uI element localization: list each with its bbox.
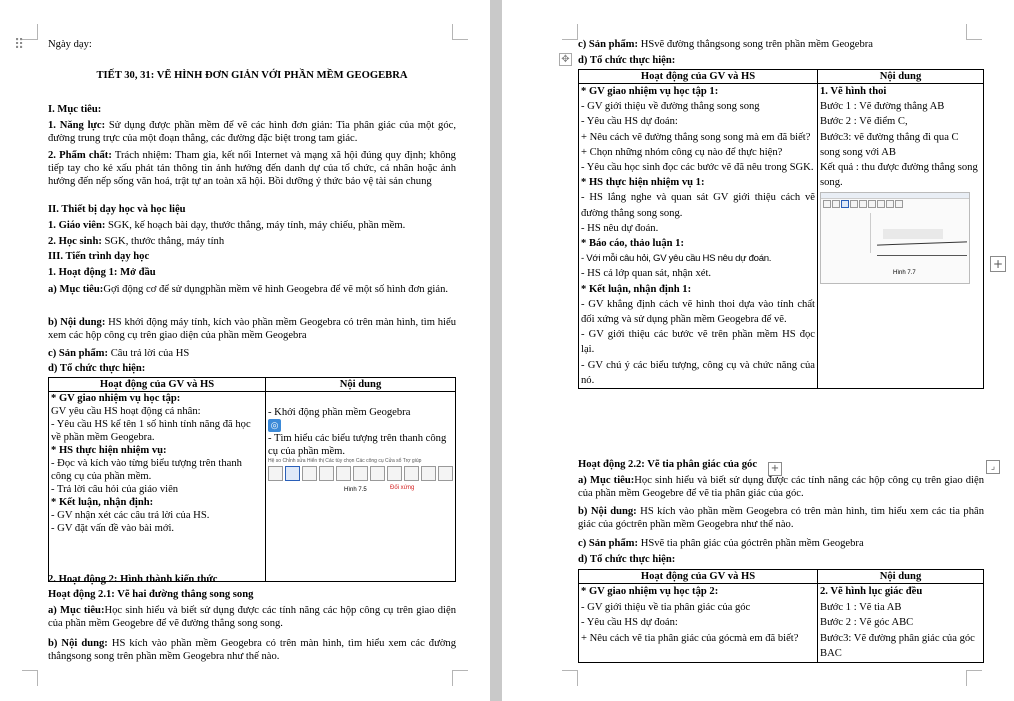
paragraph: 1. Giáo viên: SGK, kế hoạch bài dạy, thước thẳng, máy tính, máy chiếu, phần mềm. xyxy=(48,220,406,231)
crop-mark xyxy=(22,24,38,40)
table-cell: 2. Vẽ hình lục giác đều Bước 1 : Vẽ tia AB Bước 2 : Vẽ góc ABC Bước3: Vẽ đường phân giác của góc BAC xyxy=(818,584,984,663)
paragraph: b) Nội dung: HS kích vào phần mềm Geogebra có trên màn hình, tìm hiểu xem các đường thẳngsong song trên phần mềm Geogebra như thế nào. xyxy=(48,638,457,662)
section-heading: II. Thiết bị dạy học và học liệu xyxy=(48,204,186,215)
line-tool-icon xyxy=(302,466,317,481)
activity-table-2 xyxy=(578,69,984,389)
table-header: Nội dung xyxy=(818,570,984,584)
table-cell: * GV giao nhiệm vụ học tập 1: - GV giới thiệu về đường thẳng song song - Yêu cầu HS dự đoán: + Nêu cách vẽ đường thẳng song song mà em đã biết? + Chọn những nhóm công cụ nào để thực hiện? - Yêu cầu học sinh đọc các bước vẽ đã nêu trong SGK. * HS thực hiện nhiệm vụ 1: - HS lắng nghe và quan sát GV giới thiệu cách vẽ đường thẳng song song. - HS nêu dự đoán. * Báo cáo, thảo luận 1: - Với mỗi câu hỏi, GV yêu cầu HS nêu dự đoán. - HS cả lớp quan sát, nhận xét. * Kết luận, nhận định 1: - GV khẳng định cách vẽ hình thoi dựa vào tính chất đối xứng và sử dụng phần mềm Geogebra để vẽ. - GV giới thiệu các bước vẽ trên phần mềm HS đọc lại. - GV chú ý các biểu tượng, công cụ và chức năng của nó. xyxy=(579,84,818,389)
crop-mark xyxy=(966,24,982,40)
conic-tool-icon xyxy=(370,466,385,481)
paragraph: c) Sản phẩm: HSvẽ tia phân giác của góctrên phần mềm Geogebra xyxy=(578,538,864,549)
paragraph: a) Mục tiêu:Gợi động cơ để sử dụngphần mềm vẽ hình Geogebra để vẽ một số hình đơn giản. xyxy=(48,284,449,295)
table-header: Hoạt động của GV và HS xyxy=(579,570,818,584)
table-cell: * GV giao nhiệm vụ học tập: GV yêu cầu HS hoạt động cá nhân: - Yêu cầu HS kể tên 1 số hình tính năng đã học về phần mềm Geogebra. * HS thực hiện nhiệm vụ: - Đọc và kích vào từng biểu tượng trên thanh công cụ của phần mềm. - Trả lời câu hỏi của giáo viên * Kết luận, nhận định: - GV nhận xét các câu trả lời của HS. - GV đặt vấn đề vào bài mới. xyxy=(49,392,266,582)
add-column-button-icon[interactable]: + xyxy=(990,256,1006,272)
date-label: Ngày dạy: xyxy=(48,39,92,50)
document-page-1 xyxy=(0,0,490,701)
paragraph: c) Sản phẩm: Câu trả lời của HS xyxy=(48,348,190,359)
crop-mark xyxy=(966,670,982,686)
table-header: Hoạt động của GV và HS xyxy=(49,378,266,392)
paragraph: d) Tổ chức thực hiện: xyxy=(578,55,676,66)
table-header: Nội dung xyxy=(266,378,456,392)
slider-tool-icon xyxy=(421,466,436,481)
crop-mark xyxy=(452,670,468,686)
paragraph: b) Nội dung: HS khởi động máy tính, kích vào phần mềm Geogebra có trên màn hình, tìm hiểu xem các hộp công cụ trên giao diện của phần mềm Geogebra xyxy=(48,317,456,341)
document-page-2 xyxy=(502,0,1014,701)
activity-heading: 2. Hoạt động 2: Hình thành kiến thức xyxy=(48,574,218,585)
crop-mark xyxy=(22,670,38,686)
figure-note: Đối xứng xyxy=(390,485,415,491)
activity-heading: Hoạt động 2.2: Vẽ tia phân giác của góc xyxy=(578,459,758,470)
activity-heading: 1. Hoạt động 1: Mở đầu xyxy=(48,267,156,278)
paragraph: a) Mục tiêu:Học sinh hiểu và biết sử dụng được các tính năng các hộp công cụ trên giao diện của phần mềm Geogebre để vẽ đường thẳng song song. xyxy=(48,605,456,629)
point-tool-icon xyxy=(285,466,300,481)
paragraph: a) Mục tiêu:Học sinh hiểu và biết sử dụng được các tính năng các hộp công cụ trên giao diện của phần mềm Geogebre để vẽ tia phân giác của góc. xyxy=(578,475,984,499)
crop-mark xyxy=(562,670,578,686)
geogebra-app-icon[interactable]: ◎ xyxy=(268,419,281,432)
geogebra-screenshot xyxy=(820,192,970,284)
table-cell: 1. Vẽ hình thoi Bước 1 : Vẽ đường thẳng AB Bước 2 : Vẽ điểm C, Bước3: vẽ đường thẳng đi qua C song song với AB Kết quả : thu được đường thẳng song song. Hình 7.7 xyxy=(818,84,984,389)
table-add-row-icon[interactable]: + xyxy=(768,462,782,476)
angle-tool-icon xyxy=(387,466,402,481)
reflect-tool-icon xyxy=(404,466,419,481)
table-cell: - Khởi động phần mềm Geogebra ◎ - Tìm hiểu các biểu tượng trên thanh công cụ của phần mềm. Hệ so Chỉnh sửa Hiển thị Các tùy chọn Các công cụ Cửa sổ Trợ giúp Hình 7.5 Đối xứng xyxy=(266,392,456,582)
drag-handle-icon[interactable]: ⠿ xyxy=(14,37,25,53)
lesson-title: TIẾT 30, 31: VẼ HÌNH ĐƠN GIẢN VỚI PHẦN MỀM GEOGEBRA xyxy=(96,70,408,81)
activity-heading: Hoạt động 2.1: Vẽ hai đường thẳng song song xyxy=(48,589,254,600)
paragraph: b) Nội dung: HS kích vào phần mềm Geogebra có trên màn hình, tìm hiểu xem các tia phân giác của góctrên phần mềm Geogebra như thế nào. xyxy=(578,506,985,530)
paragraph: 1. Năng lực: Sử dụng được phần mềm để vẽ các hình đơn giản: Tia phân giác của một góc, đường trung trực của một đoạn thẳng, các đường đặc biệt trong tam giác. xyxy=(48,120,456,144)
crop-mark xyxy=(562,24,578,40)
circle-tool-icon xyxy=(353,466,368,481)
table-resize-handle-icon[interactable]: ⌟ xyxy=(986,460,1000,474)
paragraph: d) Tổ chức thực hiện: xyxy=(48,363,146,374)
figure-caption: Hình 7.7 xyxy=(893,270,916,277)
move-tool-icon xyxy=(268,466,283,481)
table-move-handle-icon[interactable]: ✥ xyxy=(559,53,572,66)
activity-table-3 xyxy=(578,569,984,663)
toolbar-figure: Hệ so Chỉnh sửa Hiển thị Các tùy chọn Các công cụ Cửa sổ Trợ giúp Hình 7.5 Đối xứng xyxy=(268,458,453,495)
paragraph: 2. Phẩm chất: Trách nhiệm: Tham gia, kết nối Internet và mạng xã hội đúng quy định; không tiếp tay cho kẻ xấu phát tán thông tin ảnh hưởng đến danh dự của tổ chức, cá nhân hoặc ảnh hưởng đến nếp sống văn hoá, trật tự an toàn xã hội. Bồi dưỡng ý thức bảo vệ tài sản chung xyxy=(48,150,456,187)
paragraph: d) Tổ chức thực hiện: xyxy=(578,554,676,565)
crop-mark xyxy=(452,24,468,40)
table-header: Nội dung xyxy=(818,70,984,84)
table-header: Hoạt động của GV và HS xyxy=(579,70,818,84)
figure-caption: Hình 7.5 xyxy=(344,487,367,493)
table-cell: * GV giao nhiệm vụ học tập 2: - GV giới thiệu về tia phân giác của góc - Yêu cầu HS dự đoán: + Nêu cách vẽ tia phân giác của gócmà em đã biết? xyxy=(579,584,818,663)
paragraph: c) Sản phẩm: HSvẽ đường thẳngsong song trên phần mềm Geogebra xyxy=(578,39,873,50)
perpendicular-tool-icon xyxy=(319,466,334,481)
move-view-tool-icon xyxy=(438,466,453,481)
section-heading: I. Mục tiêu: xyxy=(48,104,102,115)
activity-table-1 xyxy=(48,377,456,582)
paragraph: 2. Học sinh: SGK, thước thẳng, máy tính xyxy=(48,236,225,247)
section-heading: III. Tiến trình dạy học xyxy=(48,251,150,262)
polygon-tool-icon xyxy=(336,466,351,481)
